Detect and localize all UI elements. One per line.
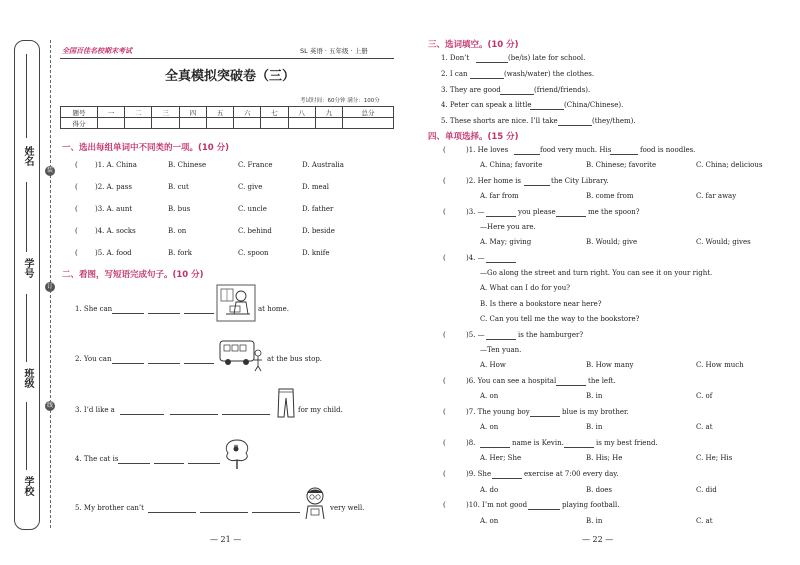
student-id-line <box>26 182 27 252</box>
answer-paren: ( <box>443 408 446 416</box>
score-cell[interactable] <box>343 118 394 129</box>
option-b[interactable]: B. How many <box>586 361 634 369</box>
option-d: D. father <box>302 205 334 213</box>
option-c[interactable]: C. at <box>696 517 713 525</box>
name-line <box>26 54 27 138</box>
score-col: 总分 <box>343 107 394 118</box>
option-c[interactable]: C. far away <box>696 192 737 200</box>
question-text: name is Kevin. <box>512 439 564 447</box>
option-d: D. knife <box>302 249 330 257</box>
binding-outline <box>14 40 40 530</box>
student-id-label: 学号 <box>22 258 33 278</box>
phrase-sentence-start: 2. You can <box>75 355 112 363</box>
dialogue-reply: —Go along the street and turn right. You can see it on your right. <box>480 269 713 277</box>
question-text: is the hamburger? <box>518 331 584 339</box>
score-col: 三 <box>152 107 179 118</box>
header-rule <box>60 58 394 59</box>
option-b[interactable]: B. in <box>586 517 603 525</box>
score-col: 二 <box>125 107 152 118</box>
option-d: D. Australia <box>302 161 344 169</box>
option-c[interactable]: C. He; His <box>696 454 733 462</box>
fill-word-hint: (wash/water) the clothes. <box>504 70 595 78</box>
score-cell[interactable] <box>234 118 261 129</box>
option-c: C. behind <box>238 227 272 235</box>
question-blank[interactable] <box>528 501 560 510</box>
score-row-question <box>61 107 394 118</box>
fill-word-sentence: 4. Peter can speak a little <box>441 101 532 109</box>
option-a[interactable]: A. on <box>480 423 499 431</box>
answer-paren: ( <box>443 254 446 262</box>
question-text: )2. Her home is <box>466 177 522 185</box>
answer-paren: ( <box>443 439 446 447</box>
option-a[interactable]: A. China; favorite <box>480 161 543 169</box>
question-text: )9. She <box>466 470 492 478</box>
question-blank[interactable] <box>492 470 522 479</box>
answer-paren: ( <box>75 183 78 191</box>
option-b[interactable]: B. Chinese; favorite <box>586 161 657 169</box>
phrase-blank[interactable] <box>222 406 270 415</box>
seal-zhuang: 装 <box>46 167 53 174</box>
score-cell[interactable] <box>261 118 288 129</box>
question-text: food is noodles. <box>640 146 696 154</box>
option-b: B. bus <box>168 205 191 213</box>
phrase-blank[interactable] <box>148 305 180 314</box>
phrase-blank[interactable] <box>112 305 144 314</box>
score-col: 一 <box>98 107 125 118</box>
question-text: )10. I’m not good <box>466 501 528 509</box>
option-c[interactable]: C. of <box>696 392 713 400</box>
phrase-blank[interactable] <box>148 355 180 364</box>
score-col: 六 <box>234 107 261 118</box>
question-blank[interactable] <box>486 331 516 340</box>
fill-word-sentence: 5. These shorts are nice. I’ll take <box>441 117 558 125</box>
option-a[interactable]: A. What can I do for you? <box>480 284 570 292</box>
fill-word-blank[interactable] <box>558 117 592 126</box>
answer-paren: ( <box>443 331 446 339</box>
option-c: C. give <box>238 183 263 191</box>
score-cell[interactable] <box>206 118 233 129</box>
section1-heading: 一、选出每组单词中不同类的一项。(10 分) <box>62 143 230 153</box>
question-text: )5. — <box>466 331 485 339</box>
option-b: B. on <box>168 227 187 235</box>
section2-heading: 二、看图，写短语完成句子。(10 分) <box>62 270 204 280</box>
phrase-blank[interactable] <box>188 455 220 464</box>
option-b: B. fork <box>168 249 192 257</box>
school-label: 学校 <box>22 476 33 496</box>
option-c: C. uncle <box>238 205 267 213</box>
option-a[interactable]: A. on <box>480 517 499 525</box>
phrase-sentence-start: 3. I’d like a <box>75 406 115 414</box>
question-text: )2. A. pass <box>95 183 132 191</box>
answer-paren: ( <box>443 208 446 216</box>
option-a[interactable]: A. on <box>480 392 499 400</box>
phrase-sentence-end: very well. <box>330 504 365 512</box>
question-blank[interactable] <box>480 439 510 448</box>
phrase-blank[interactable] <box>112 355 144 364</box>
score-col: 八 <box>288 107 315 118</box>
score-cell[interactable] <box>179 118 206 129</box>
question-text: )4. A. socks <box>95 227 136 235</box>
fill-word-blank[interactable] <box>470 70 504 79</box>
fill-word-blank[interactable] <box>530 101 564 110</box>
score-col: 九 <box>315 107 342 118</box>
score-cell[interactable] <box>288 118 315 129</box>
trousers-picture <box>276 388 296 418</box>
question-text: )3. — <box>466 208 485 216</box>
question-text: )3. A. aunt <box>95 205 133 213</box>
option-b[interactable]: B. in <box>586 423 603 431</box>
phrase-blank[interactable] <box>118 455 150 464</box>
fill-word-sentence: 3. They are good <box>441 86 501 94</box>
score-cell[interactable] <box>315 118 342 129</box>
option-b[interactable]: B. come from <box>586 192 634 200</box>
series-label: SL 英语 · 五年级 · 上册 <box>300 47 368 55</box>
phrase-blank[interactable] <box>184 305 214 314</box>
question-text: food very much. His <box>540 146 612 154</box>
answer-paren: ( <box>443 146 446 154</box>
phrase-sentence-end: at the bus stop. <box>267 355 323 363</box>
score-row-points <box>61 118 394 129</box>
question-text: )7. The young boy <box>466 408 530 416</box>
score-col: 五 <box>206 107 233 118</box>
phrase-sentence-start: 1. She can <box>75 305 113 313</box>
question-text: blue is my brother. <box>562 408 629 416</box>
question-text: )6. You can see a hospital <box>466 377 557 385</box>
question-text: )8. <box>466 439 476 447</box>
option-a[interactable]: A. far from <box>480 192 519 200</box>
option-a[interactable]: A. How <box>480 361 506 369</box>
answer-paren: ( <box>443 501 446 509</box>
score-table <box>60 106 394 129</box>
exam-info: 考试时间：60分钟 满分：100分 <box>300 98 380 104</box>
question-text: you please <box>518 208 556 216</box>
option-b[interactable]: B. does <box>586 486 613 494</box>
option-a[interactable]: A. Her; She <box>480 454 522 462</box>
question-blank[interactable] <box>514 146 540 155</box>
name-label: 姓名 <box>22 146 33 166</box>
option-c: C. France <box>238 161 273 169</box>
question-blank[interactable] <box>530 408 560 417</box>
phrase-blank[interactable] <box>184 355 214 364</box>
brand-line: 全国百佳名校期末考试 <box>62 47 132 55</box>
class-label: 班级 <box>22 368 33 388</box>
option-b[interactable]: B. in <box>586 392 603 400</box>
option-b: B. Chinese <box>168 161 207 169</box>
phrase-blank[interactable] <box>252 504 300 513</box>
fill-word-hint: (they/them). <box>592 117 636 125</box>
phrase-sentence-end: for my child. <box>298 406 343 414</box>
option-c[interactable]: C. Can you tell me the way to the bookstore? <box>480 315 640 323</box>
option-c: C. spoon <box>238 249 269 257</box>
question-blank[interactable] <box>556 377 586 386</box>
option-b[interactable]: B. Would; give <box>586 238 638 246</box>
answer-paren: ( <box>75 161 78 169</box>
answer-paren: ( <box>75 249 78 257</box>
option-c[interactable]: C. at <box>696 423 713 431</box>
section4-heading: 四、单项选择。(15 分) <box>428 132 519 142</box>
fill-word-sentence: 1. Don’t <box>441 54 470 62</box>
seal-ding: 订 <box>46 283 53 290</box>
option-c[interactable]: C. How much <box>696 361 744 369</box>
phrase-sentence-end: at home. <box>258 305 289 313</box>
answer-paren: ( <box>443 177 446 185</box>
option-a[interactable]: A. do <box>480 486 499 494</box>
question-blank[interactable] <box>610 146 638 155</box>
question-text: )1. A. China <box>95 161 137 169</box>
phrase-sentence-start: 4. The cat is <box>75 455 119 463</box>
question-text: )4. — <box>466 254 485 262</box>
section3-heading: 三、选词填空。(10 分) <box>428 40 519 50</box>
option-d: D. meal <box>302 183 330 191</box>
page-title: 全真模拟突破卷（三） <box>165 69 296 84</box>
phrase-blank[interactable] <box>170 406 218 415</box>
option-b[interactable]: B. His; He <box>586 454 623 462</box>
fill-word-hint: (China/Chinese). <box>564 101 624 109</box>
fill-word-blank[interactable] <box>500 86 534 95</box>
option-b: B. cut <box>168 183 189 191</box>
question-text: me the spoon? <box>588 208 640 216</box>
page-number-left: — 21 — <box>210 535 242 544</box>
school-line <box>26 402 27 470</box>
bus-picture <box>218 338 266 372</box>
question-text: is my best friend. <box>596 439 658 447</box>
question-text: playing football. <box>562 501 620 509</box>
fill-word-sentence: 2. I can <box>441 70 468 78</box>
question-blank[interactable] <box>486 254 516 263</box>
option-b[interactable]: B. Is there a bookstore near here? <box>480 300 602 308</box>
question-text: the City Library. <box>551 177 609 185</box>
score-col: 四 <box>179 107 206 118</box>
dialogue-reply: —Here you are. <box>480 223 536 231</box>
option-c[interactable]: C. Would; gives <box>696 238 751 246</box>
score-points-label: 得分 <box>61 118 98 129</box>
question-blank[interactable] <box>486 208 516 217</box>
score-cell[interactable] <box>98 118 125 129</box>
score-cell[interactable] <box>125 118 152 129</box>
question-blank[interactable] <box>524 177 550 186</box>
phrase-sentence-start: 5. My brother can’t <box>75 504 144 512</box>
phrase-blank[interactable] <box>200 504 248 513</box>
option-a[interactable]: A. May; giving <box>480 238 532 246</box>
question-text: )1. He loves <box>466 146 509 154</box>
score-col: 七 <box>261 107 288 118</box>
question-text: the left. <box>588 377 616 385</box>
dialogue-reply: —Ten yuan. <box>480 346 522 354</box>
page-number-right: — 22 — <box>582 535 614 544</box>
phrase-blank[interactable] <box>154 455 184 464</box>
option-c[interactable]: C. did <box>696 486 717 494</box>
phrase-blank[interactable] <box>148 504 196 513</box>
score-header-label: 题号 <box>61 107 98 118</box>
option-d: D. beside <box>302 227 335 235</box>
score-cell[interactable] <box>152 118 179 129</box>
seal-xian: 线 <box>46 402 53 409</box>
answer-paren: ( <box>443 470 446 478</box>
question-text: )5. A. food <box>95 249 132 257</box>
question-text: exercise at 7:00 every day. <box>524 470 619 478</box>
question-blank[interactable] <box>564 439 594 448</box>
phrase-blank[interactable] <box>120 406 164 415</box>
question-blank[interactable] <box>556 208 586 217</box>
answer-paren: ( <box>75 205 78 213</box>
option-c[interactable]: C. China; delicious <box>696 161 763 169</box>
boy-with-glasses-picture <box>302 486 328 520</box>
class-line <box>26 294 27 362</box>
fill-word-hint: (friend/friends). <box>534 86 591 94</box>
answer-paren: ( <box>443 377 446 385</box>
cat-in-tree-picture <box>222 438 252 470</box>
girl-reading-picture <box>216 284 256 322</box>
fill-word-hint: (be/is) late for school. <box>508 54 586 62</box>
fill-word-blank[interactable] <box>476 54 508 63</box>
answer-paren: ( <box>75 227 78 235</box>
